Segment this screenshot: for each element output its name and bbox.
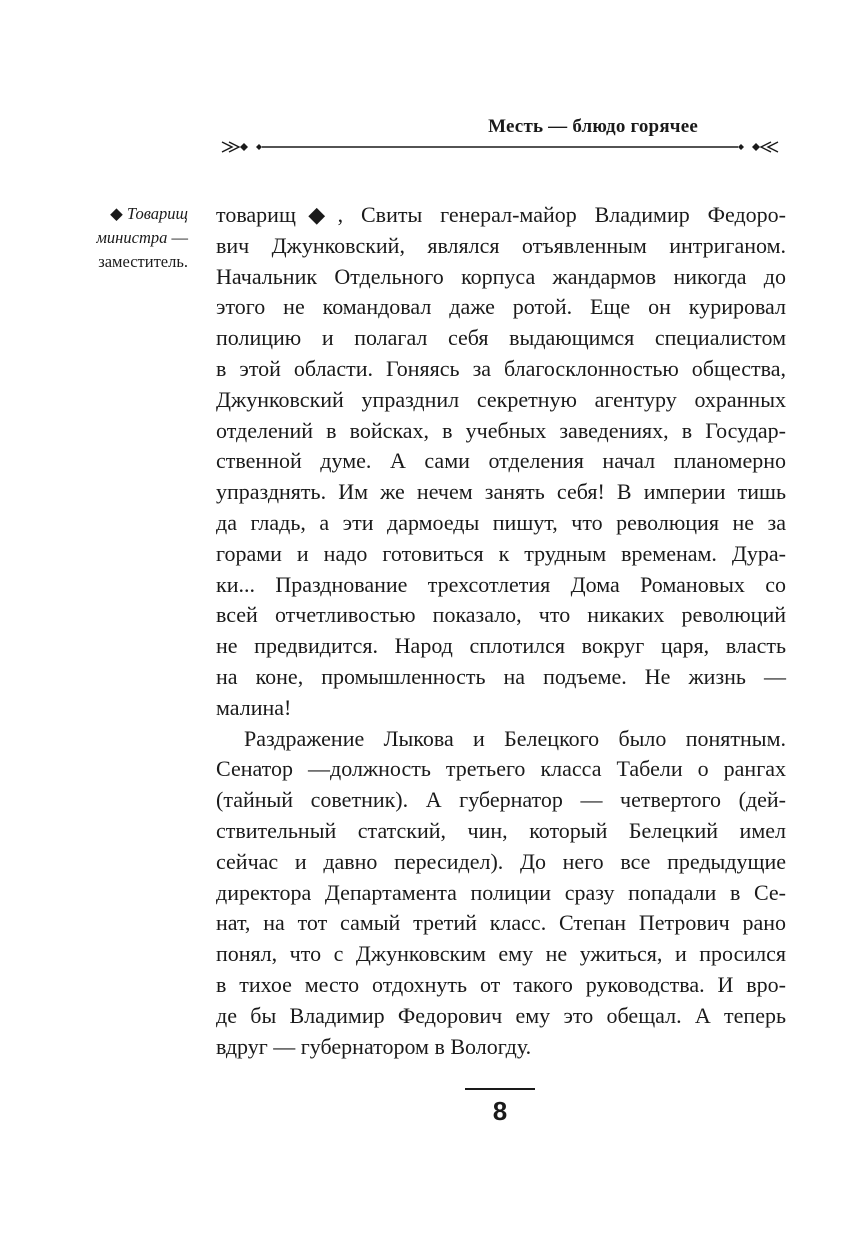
- text-line: Сенатор —должность третьего класса Табели о рангах: [216, 756, 786, 782]
- margin-note-line-2: [70, 226, 188, 250]
- ornament-right-diamond-small-icon: [738, 144, 744, 150]
- bullet-diamond-icon: ◆: [110, 204, 123, 223]
- ornament-left-diamond-icon: [240, 143, 248, 151]
- text-line: нат, на тот самый третий класс. Степан Петрович рано: [216, 910, 786, 936]
- margin-note-term-part-2: министра: [96, 228, 168, 247]
- margin-note-dash: —: [167, 228, 188, 247]
- text-line: сейчас и давно пересидел). До него все предыдущие: [216, 848, 786, 874]
- text-line: де бы Владимир Федорович ему это обещал. А теперь: [216, 1002, 786, 1028]
- text-line: горами и надо готовиться к трудным временам. Дура-: [216, 540, 786, 566]
- paragraph: [216, 200, 786, 724]
- text-line: не предвидится. Народ сплотился вокруг царя, власть: [216, 633, 786, 659]
- text-line: этого не командовал даже ротой. Еще он курировал: [216, 294, 786, 320]
- text-line: малина!: [216, 694, 292, 720]
- text-line: ки... Празднование трехсотлетия Дома Романовых со: [216, 571, 786, 597]
- running-title: Месть — блюдо горячее: [488, 116, 698, 137]
- ornament-right-arrow-icon: [761, 142, 778, 152]
- text-line: вич Джунковский, являлся отъявленным интриганом.: [216, 232, 786, 258]
- margin-note-term-part-1: Товарищ: [126, 204, 188, 223]
- margin-note-line-1: [70, 202, 188, 226]
- ornament-right-diamond-icon: [752, 143, 760, 151]
- text-line: на коне, промышленность на подъеме. Не жизнь —: [216, 663, 786, 689]
- body-text: [216, 200, 786, 1062]
- header-ornament-rule: [220, 140, 780, 154]
- text-line: в этой области. Гоняясь за благосклонностью общества,: [216, 355, 786, 381]
- text-line: полицию и полагал себя выдающимся специалистом: [216, 325, 786, 351]
- ornament-left-diamond-small-icon: [256, 144, 262, 150]
- text-line: товарищ◆, Свиты генерал-майор Владимир Федоро-: [216, 202, 786, 227]
- margin-note: [70, 202, 188, 274]
- text-line: вдруг — губернатором в Вологду.: [216, 1033, 532, 1059]
- text-line: директора Департамента полиции сразу попадали в Се-: [216, 879, 786, 905]
- text-line: всей отчетливостью показало, что никаких революций: [216, 602, 786, 628]
- ornament-left-arrow-icon: [222, 142, 239, 152]
- text-line: понял, что с Джунковским ему не ужиться, и просился: [216, 941, 786, 967]
- text-line: Раздражение Лыкова и Белецкого было понятным.: [244, 725, 786, 751]
- text-line: да гладь, а эти дармоеды пишут, что революция не за: [216, 509, 786, 535]
- text-line: Джунковский упразднил секретную агентуру охранных: [216, 386, 786, 412]
- text-line: Начальник Отдельного корпуса жандармов никогда до: [216, 263, 786, 289]
- paragraph: [216, 724, 786, 1063]
- page-number: 8: [492, 1096, 508, 1126]
- folio-rule: [465, 1088, 535, 1090]
- text-line: в тихое место отдохнуть от такого руководства. И вро-: [216, 971, 786, 997]
- text-line: отделений в войсках, в учебных заведениях, в Государ-: [216, 417, 786, 443]
- text-line: (тайный советник). А губернатор — четвертого (дей-: [216, 787, 786, 813]
- margin-note-definition: заместитель.: [98, 252, 188, 271]
- text-line: ственной думе. А сами отделения начал планомерно: [216, 448, 786, 474]
- running-head: [220, 96, 780, 156]
- text-line: ствительный статский, чин, который Белецкий имел: [216, 817, 786, 843]
- text-line: упразднять. Им же нечем занять себя! В империи тишь: [216, 479, 786, 505]
